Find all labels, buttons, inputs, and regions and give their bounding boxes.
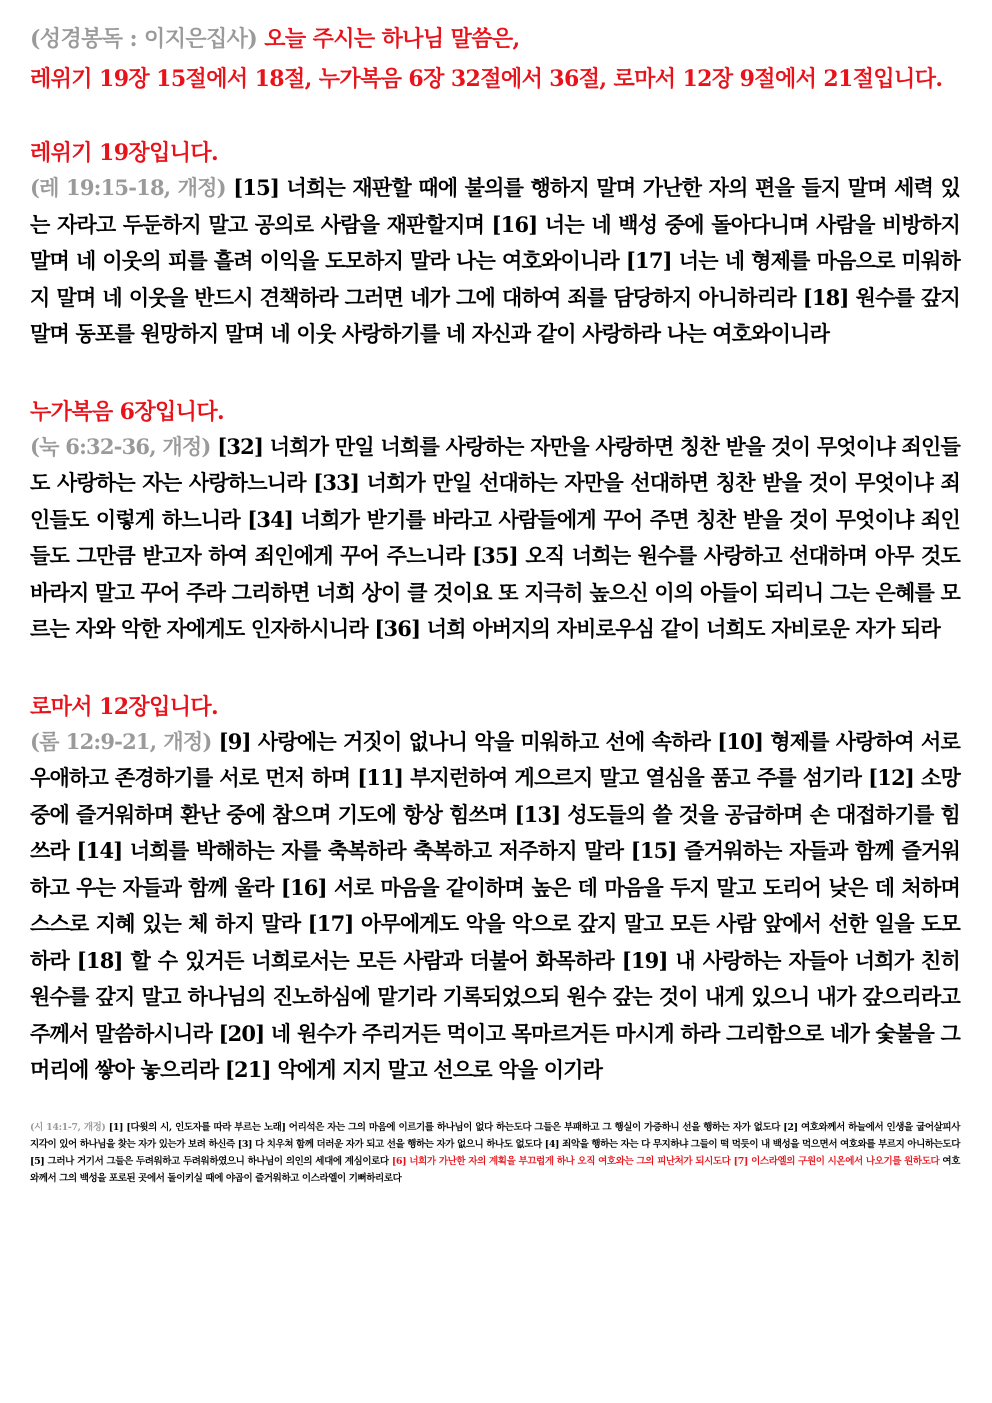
section-body xyxy=(30,429,960,648)
intro-text: 오늘 주시는 하나님 말씀은, xyxy=(264,26,520,52)
scripture-reference: (롬 12:9-21, 개정) xyxy=(30,728,212,754)
section-body xyxy=(30,170,960,353)
section-luke xyxy=(30,395,960,648)
scripture-reference: (레 19:15-18, 개정) xyxy=(30,175,226,200)
scripture-reference: (눅 6:32-36, 개정) xyxy=(30,433,211,459)
section-title: 레위기 19장입니다. xyxy=(30,140,219,166)
scripture-text: [15] 너희는 재판할 때에 불의를 행하지 말며 가난한 자의 편을 들지 말며 세력 있는 자라고 두둔하지 말고 공의로 사람을 재판할지며 [16] 너는 네 백성 중에 돌아다니며 사람을 비방하지 말며 네 이웃의 피를 흘려 이익을 도모하지 말라 나는 여호와이니라 [17] 너는 네 형제를 마음으로 미워하지 말며 네 이웃을 반드시 견책하라 그러면 네가 그에 대하여 죄를 담당하지 아니하리라 [18] 원수를 갚지 말며 동포를 원망하지 말며 네 이웃 사랑하기를 네 자신과 같이 사랑하라 나는 여호와이니라 xyxy=(30,175,960,346)
passage-list: 레위기 19장 15절에서 18절, 누가복음 6장 32절에서 36절, 로마서 12장 9절에서 21절입니다. xyxy=(30,66,943,92)
footnote-reference: (시 14:1-7, 개정) xyxy=(30,1121,106,1133)
footnote-text-b: 여호와께서 그의 백성을 포로된 곳에서 돌이키실 때에 야곱이 즐거워하고 이스라엘이 기뻐하리로다 xyxy=(30,1155,960,1184)
header-line-1 xyxy=(30,22,960,56)
scripture-text: [9] 사랑에는 거짓이 없나니 악을 미워하고 선에 속하라 [10] 형제를 사랑하여 서로 우애하고 존경하기를 서로 먼저 하며 [11] 부지런하여 게으르지 말고 열심을 품고 주를 섬기라 [12] 소망 중에 즐거워하며 환난 중에 참으며 기도에 항상 힘쓰며 [13] 성도들의 쓸 것을 공급하며 손 대접하기를 힘쓰라 [14] 너희를 박해하는 자를 축복하라 축복하고 저주하지 말라 [15] 즐거워하는 자들과 함께 즐거워하고 우는 자들과 함께 울라 [16] 서로 마음을 같이하며 높은 데 마음을 두지 말고 도리어 낮은 데 처하며 스스로 지혜 있는 체 하지 말라 [17] 아무에게도 악을 악으로 갚지 말고 모든 사람 앞에서 선한 일을 도모하라 [18] 할 수 있거든 너희로서는 모든 사람과 더불어 화목하라 [19] 내 사랑하는 자들아 너희가 친히 원수를 갚지 말고 하나님의 진노하심에 맡기라 기록되었으되 원수 갚는 것이 내게 있으니 내가 갚으리라고 주께서 말씀하시니라 [20] 네 원수가 주리거든 먹이고 목마르거든 마시게 하라 그리함으로 네가 숯불을 그 머리에 쌓아 놓으리라 [21] 악에게 지지 말고 선으로 악을 이기라 xyxy=(30,728,960,1082)
section-body xyxy=(30,724,960,1089)
footnote-psalm xyxy=(30,1119,960,1187)
section-leviticus xyxy=(30,136,960,353)
footnote-text-a: [1] [다윗의 시, 인도자를 따라 부르는 노래] 어리석은 자는 그의 마음에 이르기를 하나님이 없다 하는도다 그들은 부패하고 그 행실이 가증하니 선을 행하는 자가 없도다 [2] 여호와께서 하늘에서 인생을 굽어살피사 지각이 있어 하나님을 찾는 자가 있는가 보려 하신즉 [3] 다 치우쳐 함께 더러운 자가 되고 선을 행하는 자가 없으니 하나도 없도다 [4] 죄악을 행하는 자는 다 무지하냐 그들이 떡 먹듯이 내 백성을 먹으면서 여호와를 부르지 아니하는도다 [5] 그러나 거기서 그들은 두려워하고 두려워하였으니 하나님이 의인의 세대에 계심이로다 xyxy=(30,1121,960,1167)
footnote-text-highlight: [6] 너희가 가난한 자의 계획을 부끄럽게 하나 오직 여호와는 그의 피난처가 되시도다 [7] 이스라엘의 구원이 시온에서 나오기를 원하도다 xyxy=(391,1155,940,1167)
scripture-text: [32] 너희가 만일 너희를 사랑하는 자만을 사랑하면 칭찬 받을 것이 무엇이냐 죄인들도 사랑하는 자는 사랑하느니라 [33] 너희가 만일 선대하는 자만을 선대하면 칭찬 받을 것이 무엇이냐 죄인들도 이렇게 하느니라 [34] 너희가 받기를 바라고 사람들에게 꾸어 주면 칭찬 받을 것이 무엇이냐 죄인들도 그만큼 받고자 하여 죄인에게 꾸어 주느니라 [35] 오직 너희는 원수를 사랑하고 선대하며 아무 것도 바라지 말고 꾸어 주라 그리하면 너희 상이 클 것이요 또 지극히 높으신 이의 아들이 되리니 그는 은혜를 모르는 자와 악한 자에게도 인자하시니라 [36] 너희 아버지의 자비로우심 같이 너희도 자비로운 자가 되라 xyxy=(30,433,960,641)
section-title: 누가복음 6장입니다. xyxy=(30,398,225,425)
reader-tag: (성경봉독 : 이지은집사) xyxy=(30,26,258,52)
section-title: 로마서 12장입니다. xyxy=(30,693,219,720)
section-romans xyxy=(30,690,960,1089)
